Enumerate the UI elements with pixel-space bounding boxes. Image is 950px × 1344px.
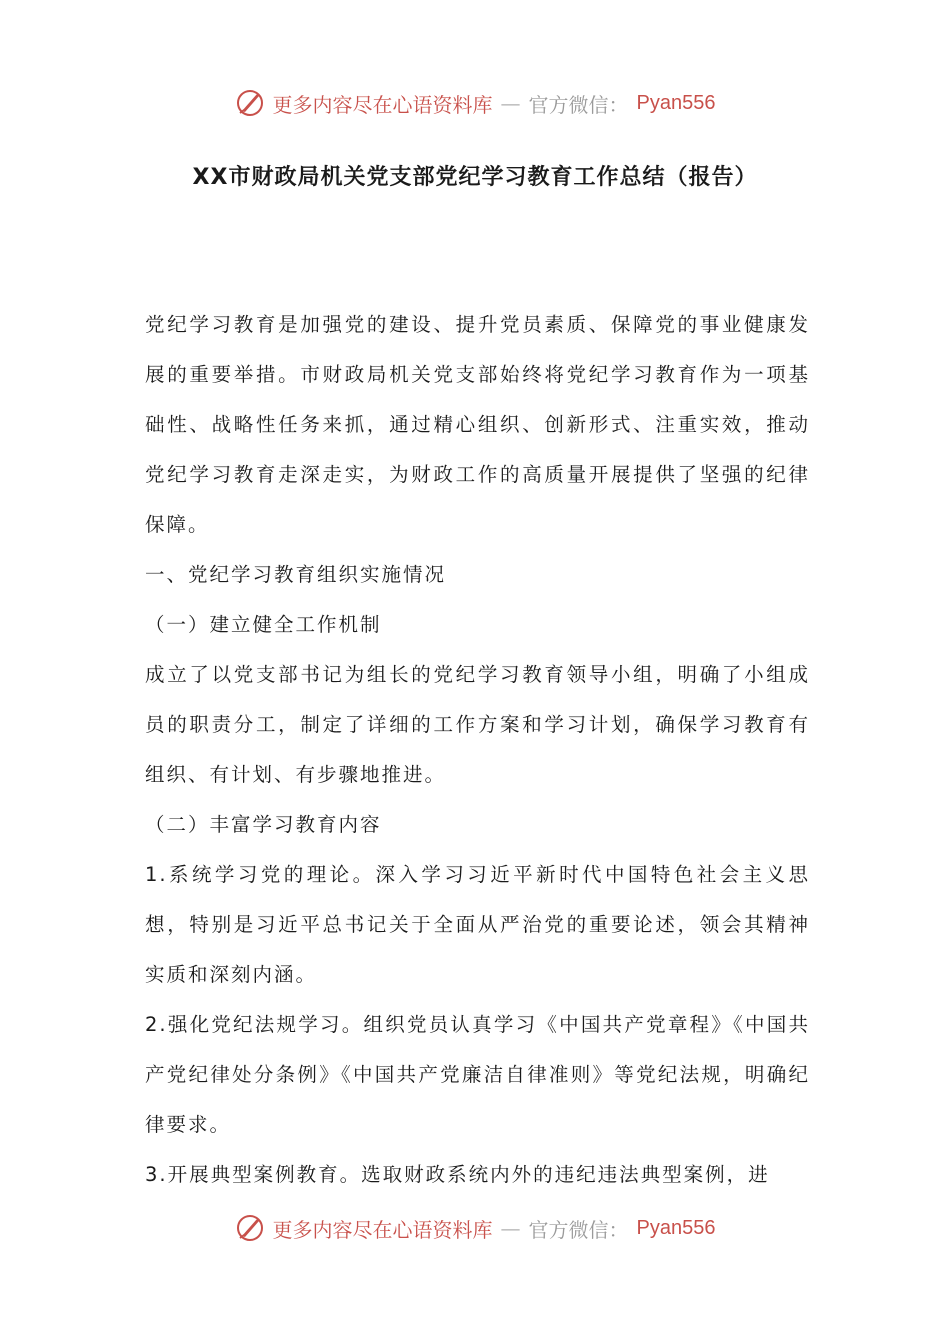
watermark-text: 更多内容尽在心语资料库 — [272, 92, 493, 117]
subsection-heading-1: （一）建立健全工作机制 — [145, 613, 382, 636]
watermark-wechat-id: Pyan556 — [636, 1216, 716, 1239]
header-watermark — [0, 88, 950, 118]
watermark-dash: — — [500, 1216, 521, 1240]
footer-watermark — [0, 1213, 950, 1243]
paragraph-mechanism: 成立了以党支部书记为组长的党纪学习教育领导小组，明确了小组成员的职责分工，制定了详细的工作方案和学习计划，确保学习教育有组织、有计划、有步骤地推进。 — [145, 663, 810, 786]
document-title: XX市财政局机关党支部党纪学习教育工作总结（报告） — [192, 165, 758, 190]
watermark-official-label: 官方微信： — [528, 92, 629, 117]
paragraph-item-2: 2.强化党纪法规学习。组织党员认真学习《中国共产党章程》《中国共产党纪律处分条例》《中国共产党廉洁自律准则》等党纪法规，明确纪律要求。 — [145, 1013, 810, 1136]
watermark-wechat-id: Pyan556 — [636, 91, 716, 114]
watermark-official-label: 官方微信： — [528, 1217, 629, 1242]
subsection-heading-2: （二）丰富学习教育内容 — [145, 813, 382, 836]
section-heading-1: 一、党纪学习教育组织实施情况 — [145, 563, 447, 586]
watermark-dash: — — [500, 91, 521, 115]
quill-pen-icon — [235, 1213, 265, 1243]
paragraph-item-1: 1.系统学习党的理论。深入学习习近平新时代中国特色社会主义思想，特别是习近平总书记关于全面从严治党的重要论述，领会其精神实质和深刻内涵。 — [145, 863, 810, 986]
paragraph-intro: 党纪学习教育是加强党的建设、提升党员素质、保障党的事业健康发展的重要举措。市财政局机关党支部始终将党纪学习教育作为一项基础性、战略性任务来抓，通过精心组织、创新形式、注重实效，推动党纪学习教育走深走实，为财政工作的高质量开展提供了坚强的纪律保障。 — [145, 313, 810, 536]
quill-pen-icon — [235, 88, 265, 118]
paragraph-item-3: 3.开展典型案例教育。选取财政系统内外的违纪违法典型案例，进 — [145, 1163, 770, 1186]
watermark-text: 更多内容尽在心语资料库 — [272, 1217, 493, 1242]
document-body — [145, 300, 810, 1200]
